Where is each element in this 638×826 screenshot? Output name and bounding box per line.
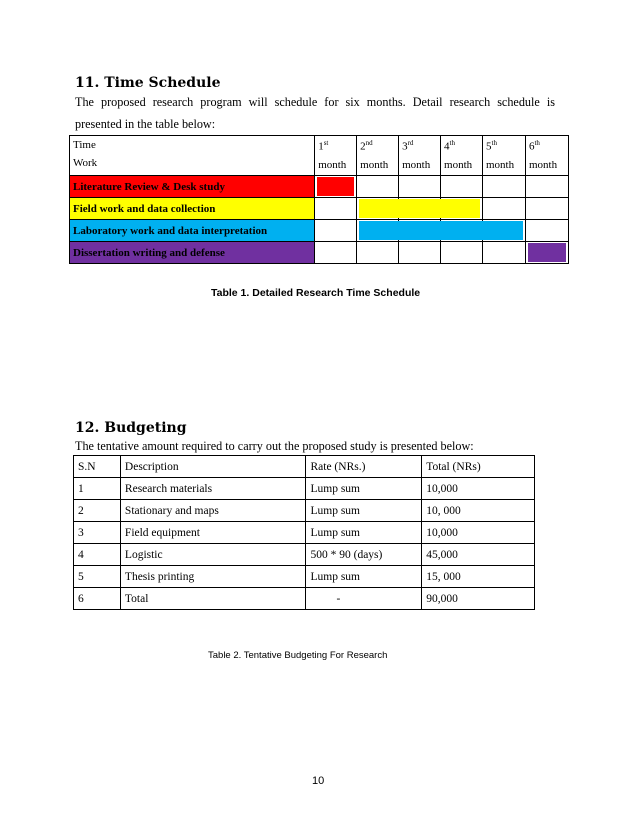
schedule-task-row <box>70 176 569 198</box>
budget-row <box>74 566 535 588</box>
month-label: month <box>444 158 473 171</box>
section-12-heading: 12. Budgeting <box>75 420 187 436</box>
month-label: month <box>486 158 515 171</box>
schedule-month-header-6 <box>525 136 568 176</box>
schedule-month-cell <box>315 176 357 198</box>
schedule-month-cell <box>441 198 483 220</box>
month-ordinal-suffix: nd <box>365 139 373 147</box>
schedule-month-cell <box>315 198 357 220</box>
schedule-month-cell <box>525 176 568 198</box>
budget-table <box>73 455 535 610</box>
budget-cell: Lump sum <box>306 500 422 522</box>
section-11-heading: 11. Time Schedule <box>75 75 221 91</box>
schedule-header-work: Work <box>73 157 98 169</box>
schedule-task-row <box>70 220 569 242</box>
month-ordinal-suffix: st <box>323 139 329 147</box>
schedule-active-bar <box>482 221 523 240</box>
schedule-month-cell <box>357 176 399 198</box>
budget-cell: Total <box>120 588 306 610</box>
schedule-active-bar <box>528 243 566 262</box>
budget-cell: 45,000 <box>422 544 535 566</box>
schedule-active-bar <box>398 221 441 240</box>
schedule-month-cell <box>525 242 568 264</box>
schedule-month-cell <box>441 176 483 198</box>
budget-cell: 500 * 90 (days) <box>306 544 422 566</box>
schedule-month-cell <box>399 220 441 242</box>
schedule-month-cell <box>357 220 399 242</box>
budget-cell: Stationary and maps <box>120 500 306 522</box>
month-ordinal-suffix: rd <box>407 139 414 147</box>
schedule-task-label: Dissertation writing and defense <box>70 242 315 264</box>
schedule-month-header-2 <box>357 136 399 176</box>
month-number: 1 <box>318 140 324 153</box>
month-number: 5 <box>486 140 492 153</box>
budget-cell: 5 <box>74 566 121 588</box>
section-12-paragraph: The tentative amount required to carry out the proposed study is presented below: <box>75 439 474 453</box>
schedule-active-bar <box>359 221 399 240</box>
budget-cell: Field equipment <box>120 522 306 544</box>
schedule-month-cell <box>483 176 526 198</box>
budget-cell: Research materials <box>120 478 306 500</box>
budget-row <box>74 544 535 566</box>
month-ordinal-suffix: th <box>534 139 540 147</box>
budget-cell: 6 <box>74 588 121 610</box>
budget-header-row <box>74 456 535 478</box>
month-ordinal-suffix: th <box>449 139 455 147</box>
budget-row <box>74 588 535 610</box>
budget-cell: 15, 000 <box>422 566 535 588</box>
schedule-active-bar <box>359 199 399 218</box>
schedule-month-header-5 <box>483 136 526 176</box>
schedule-active-bar <box>317 177 354 196</box>
schedule-month-cell <box>399 176 441 198</box>
schedule-task-label: Laboratory work and data interpretation <box>70 220 315 242</box>
page-number: 10 <box>312 775 325 787</box>
month-number: 3 <box>402 140 408 153</box>
month-label: month <box>318 158 347 171</box>
schedule-month-cell <box>483 242 526 264</box>
month-label: month <box>402 158 431 171</box>
budget-cell: 10, 000 <box>422 500 535 522</box>
month-label: month <box>528 158 558 171</box>
schedule-month-cell <box>483 220 526 242</box>
schedule-task-label: Field work and data collection <box>70 198 315 220</box>
schedule-header-row <box>70 136 569 176</box>
schedule-month-cell <box>315 242 357 264</box>
schedule-month-cell <box>399 242 441 264</box>
schedule-active-bar <box>398 199 441 218</box>
section-11-paragraph-line2: presented in the table below: <box>75 117 216 131</box>
budget-row <box>74 500 535 522</box>
section-11-paragraph-line1: The proposed research program will schedule for six months. Detail research schedule is <box>75 95 555 109</box>
schedule-month-cell <box>315 220 357 242</box>
month-number: 6 <box>528 140 535 153</box>
budget-cell: Lump sum <box>306 522 422 544</box>
budget-header-cell: S.N <box>74 456 121 478</box>
schedule-active-bar <box>440 199 480 218</box>
budget-cell: Logistic <box>120 544 306 566</box>
budget-cell: Lump sum <box>306 566 422 588</box>
schedule-task-label: Literature Review & Desk study <box>70 176 315 198</box>
schedule-month-cell <box>399 198 441 220</box>
schedule-month-cell <box>525 198 568 220</box>
budget-cell: 4 <box>74 544 121 566</box>
budget-cell: 90,000 <box>422 588 535 610</box>
schedule-month-cell <box>441 220 483 242</box>
schedule-month-header-1 <box>315 136 357 176</box>
budget-cell: 2 <box>74 500 121 522</box>
budget-cell: 10,000 <box>422 522 535 544</box>
budget-cell: 10,000 <box>422 478 535 500</box>
schedule-month-cell <box>441 242 483 264</box>
budget-cell: - <box>306 588 422 610</box>
schedule-header-time: Time <box>73 139 96 151</box>
budget-header-cell: Description <box>120 456 306 478</box>
budget-cell: 3 <box>74 522 121 544</box>
budget-row <box>74 522 535 544</box>
budget-header-cell: Total (NRs) <box>422 456 535 478</box>
month-label: month <box>360 158 389 171</box>
schedule-active-bar <box>440 221 483 240</box>
schedule-month-cell <box>525 220 568 242</box>
month-ordinal-suffix: th <box>491 139 497 147</box>
schedule-month-cell <box>483 198 526 220</box>
time-schedule-table <box>69 135 569 264</box>
schedule-header-time-work <box>70 136 315 176</box>
schedule-task-row <box>70 198 569 220</box>
schedule-month-header-4 <box>441 136 483 176</box>
schedule-task-row <box>70 242 569 264</box>
budget-cell: Lump sum <box>306 478 422 500</box>
budget-cell: Thesis printing <box>120 566 306 588</box>
month-number: 4 <box>444 140 450 153</box>
budget-cell: 1 <box>74 478 121 500</box>
month-number: 2 <box>360 140 366 153</box>
table-2-caption: Table 2. Tentative Budgeting For Research <box>208 650 388 661</box>
schedule-month-cell <box>357 198 399 220</box>
budget-row <box>74 478 535 500</box>
budget-header-cell: Rate (NRs.) <box>306 456 422 478</box>
schedule-month-header-3 <box>399 136 441 176</box>
table-1-caption: Table 1. Detailed Research Time Schedule <box>211 287 421 299</box>
schedule-month-cell <box>357 242 399 264</box>
